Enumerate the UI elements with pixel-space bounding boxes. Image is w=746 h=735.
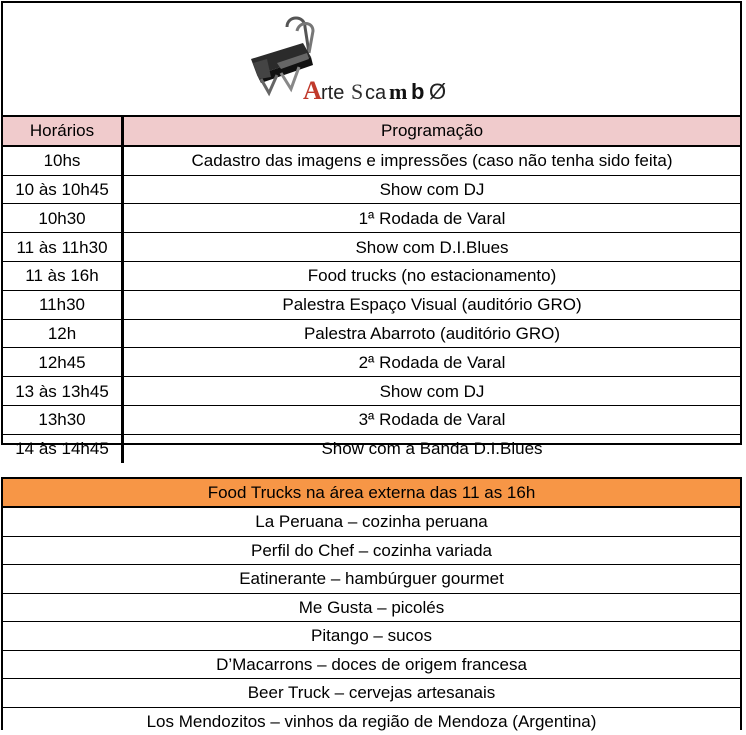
schedule-program: Show com a Banda D.I.Blues (123, 434, 741, 462)
header-programacao: Programação (123, 116, 741, 146)
food-truck-item: Eatinerante – hambúrguer gourmet (3, 565, 740, 594)
schedule-program: Show com DJ (123, 377, 741, 406)
schedule-time: 10 às 10h45 (3, 175, 123, 204)
schedule-time: 12h45 (3, 348, 123, 377)
schedule-row (3, 261, 740, 290)
svg-text:ca: ca (365, 82, 387, 104)
schedule-table-container (1, 1, 742, 459)
food-truck-row (3, 622, 740, 651)
logo-area (3, 3, 740, 115)
svg-text:b: b (411, 79, 425, 104)
schedule-header-row (3, 116, 740, 146)
schedule-row (3, 204, 740, 233)
schedule-row (3, 434, 740, 462)
schedule-time: 12h (3, 319, 123, 348)
food-truck-item: Los Mendozitos – vinhos da região de Mendoza (Argentina) (3, 707, 740, 735)
food-truck-row (3, 650, 740, 679)
schedule-row (3, 175, 740, 204)
food-trucks-table-container (1, 477, 742, 730)
schedule-time: 10hs (3, 146, 123, 175)
schedule-row (3, 348, 740, 377)
schedule-program: 1ª Rodada de Varal (123, 204, 741, 233)
schedule-row (3, 146, 740, 175)
schedule-time: 10h30 (3, 204, 123, 233)
food-truck-item: Beer Truck – cervejas artesanais (3, 679, 740, 708)
food-truck-item: Me Gusta – picolés (3, 593, 740, 622)
schedule-row (3, 319, 740, 348)
food-trucks-header: Food Trucks na área externa das 11 as 16h (3, 479, 740, 507)
food-trucks-header-row (3, 479, 740, 507)
schedule-program: 3ª Rodada de Varal (123, 405, 741, 434)
schedule-row (3, 405, 740, 434)
food-truck-row (3, 679, 740, 708)
food-truck-item: Pitango – sucos (3, 622, 740, 651)
food-truck-row (3, 593, 740, 622)
artescambo-logo (247, 13, 497, 109)
schedule-row (3, 290, 740, 319)
schedule-time: 11 às 11h30 (3, 233, 123, 262)
svg-text:S: S (351, 79, 364, 104)
schedule-time: 13 às 13h45 (3, 377, 123, 406)
schedule-table (3, 115, 740, 463)
schedule-time: 14 às 14h45 (3, 434, 123, 462)
food-truck-row (3, 507, 740, 536)
food-truck-item: Perfil do Chef – cozinha variada (3, 536, 740, 565)
schedule-program: Palestra Espaço Visual (auditório GRO) (123, 290, 741, 319)
svg-text:A: A (303, 76, 322, 105)
header-horarios: Horários (3, 116, 123, 146)
food-truck-item: La Peruana – cozinha peruana (3, 507, 740, 536)
schedule-program: Palestra Abarroto (auditório GRO) (123, 319, 741, 348)
schedule-program: Cadastro das imagens e impressões (caso não tenha sido feita) (123, 146, 741, 175)
svg-text:m: m (389, 79, 408, 104)
schedule-program: Show com DJ (123, 175, 741, 204)
schedule-program: Show com D.I.Blues (123, 233, 741, 262)
schedule-row (3, 377, 740, 406)
svg-text:rte: rte (321, 82, 345, 104)
svg-text:Ø: Ø (429, 79, 447, 104)
food-truck-item: D’Macarrons – doces de origem francesa (3, 650, 740, 679)
schedule-row (3, 233, 740, 262)
schedule-program: 2ª Rodada de Varal (123, 348, 741, 377)
food-truck-row (3, 536, 740, 565)
schedule-time: 11 às 16h (3, 261, 123, 290)
schedule-time: 11h30 (3, 290, 123, 319)
schedule-time: 13h30 (3, 405, 123, 434)
schedule-program: Food trucks (no estacionamento) (123, 261, 741, 290)
logo-text (303, 76, 446, 105)
food-truck-row (3, 565, 740, 594)
food-trucks-table (3, 479, 740, 735)
